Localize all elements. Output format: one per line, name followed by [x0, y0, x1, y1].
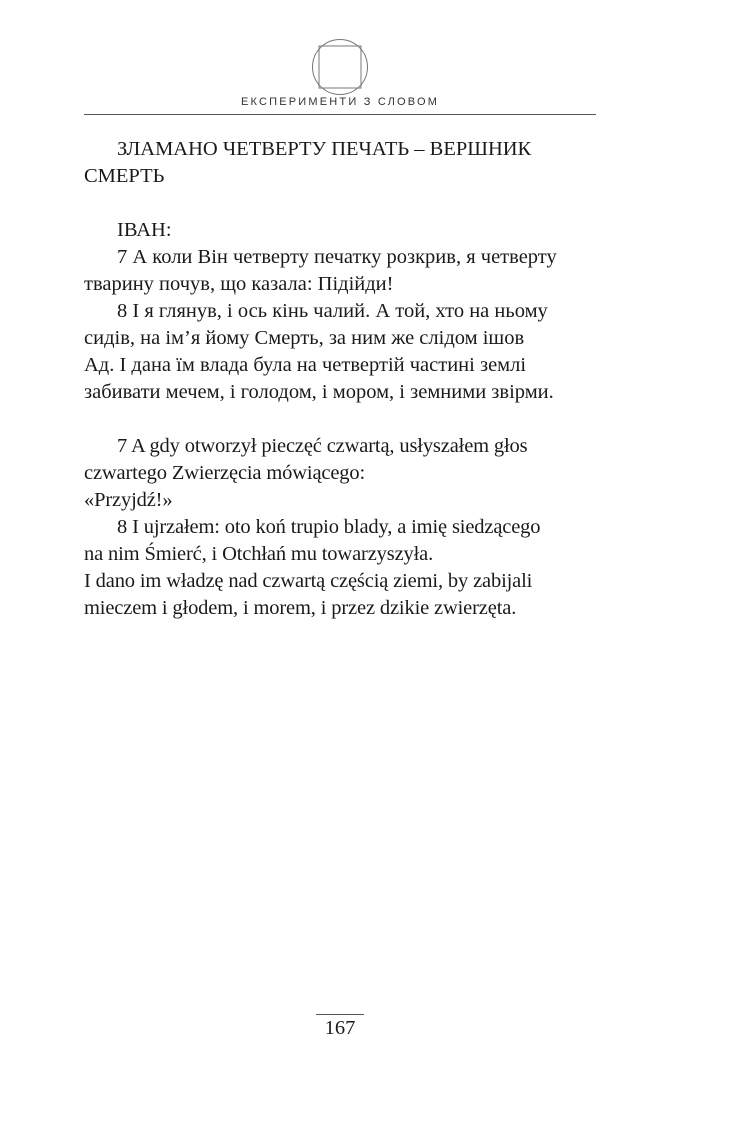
- page-body: [84, 136, 604, 622]
- page-number: 167: [316, 1014, 364, 1040]
- ukrainian-verse-line: Ад. І дана їм влада була на четвертій частині землі: [84, 354, 527, 376]
- ukrainian-verse-line: тварину почув, що казала: Підійди!: [84, 273, 394, 295]
- polish-verse-line: 7 A gdy otworzył pieczęć czwartą, usłyszałem głos: [117, 435, 528, 457]
- running-head: ЕКСПЕРИМЕНТИ З СЛОВОМ: [240, 96, 440, 108]
- ukrainian-verse-line: сидів, на ім’я йому Смерть, за ним же слідом ішов: [84, 327, 525, 349]
- chapter-title-line-1: ЗЛАМАНО ЧЕТВЕРТУ ПЕЧАТЬ – ВЕРШНИК: [117, 138, 532, 160]
- ukrainian-verse-line: 7 А коли Він четверту печатку розкрив, я четверту: [117, 246, 557, 268]
- ukrainian-verse-line: забивати мечем, і голодом, і мором, і земними звірми.: [84, 381, 554, 403]
- polish-verse-line: na nim Śmierć, i Otchłań mu towarzyszyła.: [84, 543, 434, 565]
- polish-verse-line: czwartego Zwierzęcia mówiącego:: [84, 462, 366, 484]
- polish-verse-line: 8 I ujrzałem: oto koń trupio blady, a imię siedzącego: [117, 516, 541, 538]
- polish-verse-line: mieczem i głodem, i morem, i przez dzikie zwierzęta.: [84, 597, 517, 619]
- spacer: [84, 406, 604, 433]
- polish-verse-line: «Przyjdź!»: [84, 489, 173, 511]
- speaker-label: ІВАН:: [117, 219, 172, 241]
- chapter-title-line-2: СМЕРТЬ: [84, 165, 165, 187]
- header-rule: [84, 114, 596, 115]
- ukrainian-verse-line: 8 І я глянув, і ось кінь чалий. А той, хто на ньому: [117, 300, 548, 322]
- spacer: [84, 190, 604, 217]
- polish-verse-line: I dano im władzę nad czwartą częścią ziemi, by zabijali: [84, 570, 533, 592]
- circle-square-emblem-icon: [311, 38, 369, 96]
